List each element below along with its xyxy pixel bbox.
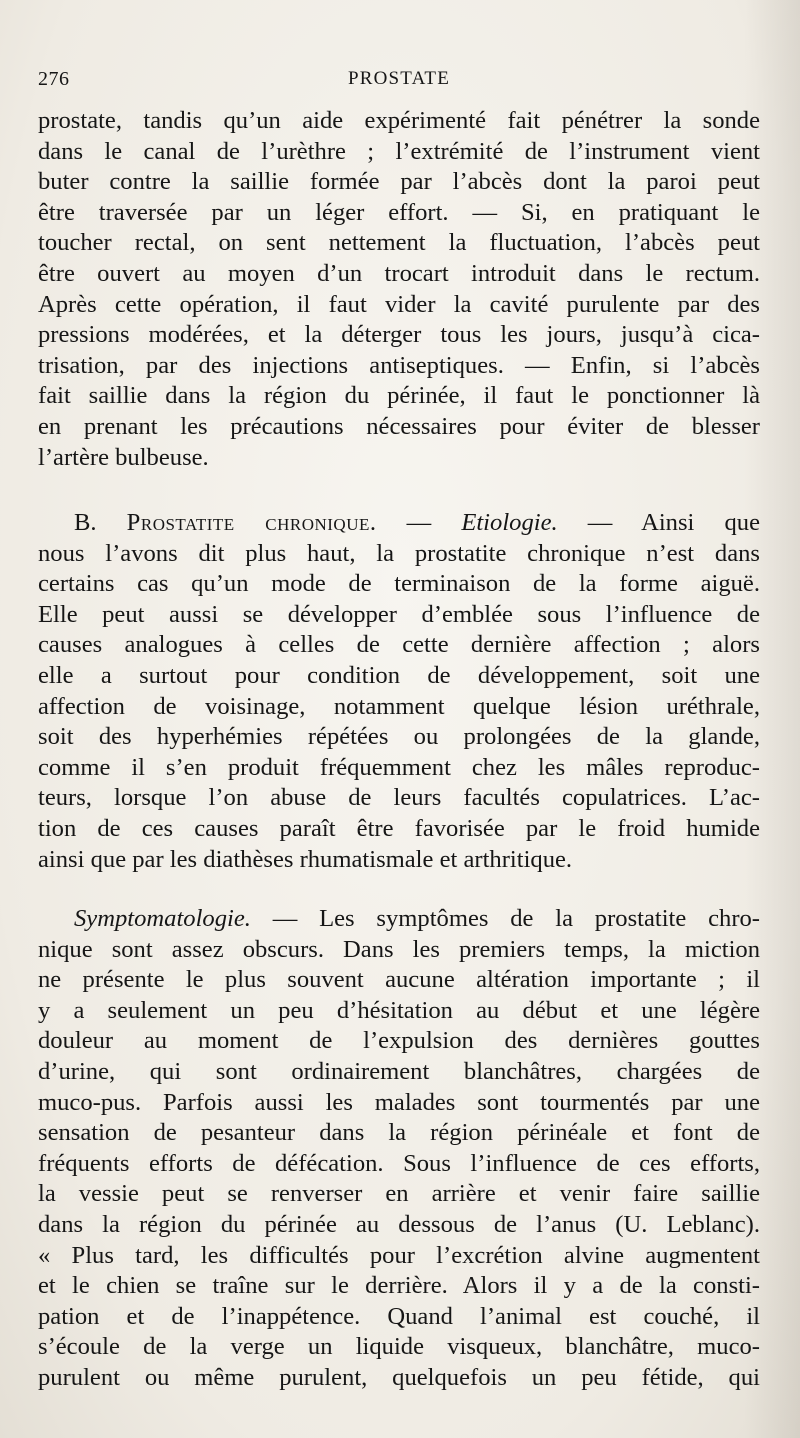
text-line: nique sont assez obscurs. Dans les premiers temps, la miction: [38, 935, 760, 963]
text-line: fréquents efforts de défécation. Sous l’influence de ces efforts,: [38, 1149, 760, 1177]
text-line: trisation, par des injections antiseptiques. — Enfin, si l’abcès: [38, 351, 760, 379]
text-run: — Ainsi que: [557, 509, 760, 536]
text-line: certains cas qu’un mode de terminaison de la forme aiguë.: [38, 570, 760, 598]
text-line: d’urine, qui sont ordinairement blanchâtres, chargées de: [38, 1057, 760, 1085]
text-line: pressions modérées, et la déterger tous les jours, jusqu’à cica-: [38, 321, 760, 349]
text-line: s’écoule de la verge un liquide visqueux, blanchâtre, muco-: [38, 1333, 760, 1361]
text-line: y a seulement un peu d’hésitation au début et une légère: [38, 996, 760, 1024]
page-number: 276: [38, 68, 70, 90]
text-line: en prenant les précautions nécessaires pour éviter de blesser: [38, 412, 760, 440]
text-line: pation et de l’inappétence. Quand l’animal est couché, il: [38, 1302, 760, 1330]
text-line: la vessie peut se renverser en arrière et venir faire saillie: [38, 1180, 760, 1208]
text-line: prostate, tandis qu’un aide expérimenté fait pénétrer la sonde: [38, 107, 760, 134]
text-line: Après cette opération, il faut vider la cavité purulente par des: [38, 290, 760, 318]
section-title: Prostatite chronique.: [126, 509, 377, 536]
text-line: ne présente le plus souvent aucune altération importante ; il: [38, 966, 760, 994]
text-line: être ouvert au moyen d’un trocart introduit dans le rectum.: [38, 259, 760, 287]
text-line: l’artère bulbeuse.: [38, 443, 209, 471]
text-line: et le chien se traîne sur le derrière. Alors il y a de la consti-: [38, 1272, 760, 1300]
paragraph-symptomatology: [38, 904, 760, 1394]
text-run: — Les symptômes de la prostatite chro-: [250, 905, 760, 932]
text-line: elle a surtout pour condition de développement, soit une: [38, 661, 760, 689]
text-line: être traversée par un léger effort. — Si, en pratiquant le: [38, 198, 760, 226]
subsection-heading: Etiologie.: [461, 509, 558, 536]
text-line: tion de ces causes paraît être favorisée par le froid humide: [38, 814, 760, 842]
text-line: buter contre la saillie formée par l’abcès dont la paroi peut: [38, 168, 760, 196]
section-label: B.: [74, 509, 97, 536]
text-line: Elle peut aussi se développer d’emblée sous l’influence de: [38, 600, 760, 628]
text-line: affection de voisinage, notamment quelque lésion uréthrale,: [38, 692, 760, 720]
em-dash: —: [376, 509, 462, 536]
text-line: dans le canal de l’urèthre ; l’extrémité de l’instrument vient: [38, 137, 760, 165]
subsection-heading-line: [38, 904, 760, 935]
text-line: soit des hyperhémies répétées ou prolongées de la glande,: [38, 723, 760, 751]
text-line: purulent ou même purulent, quelquefois un peu fétide, qui: [38, 1363, 760, 1391]
text-line: nous l’avons dit plus haut, la prostatite chronique n’est dans: [38, 539, 760, 567]
text-line: toucher rectal, on sent nettement la fluctuation, l’abcès peut: [38, 229, 760, 257]
text-line: comme il s’en produit fréquemment chez les mâles reproduc-: [38, 753, 760, 781]
running-title: PROSTATE: [347, 68, 451, 89]
subsection-heading: Symptomatologie.: [74, 905, 251, 932]
text-line: dans la région du périnée au dessous de l’anus (U. Leblanc).: [38, 1210, 760, 1238]
text-line: douleur au moment de l’expulsion des dernières gouttes: [38, 1027, 760, 1055]
text-line: fait saillie dans la région du périnée, il faut le ponctionner là: [38, 382, 760, 410]
section-heading-line: [38, 508, 760, 539]
paragraph-chronic-prostatitis-etiology: [38, 508, 760, 875]
paragraph-abscess-treatment: [38, 106, 760, 473]
text-line: causes analogues à celles de cette dernière affection ; alors: [38, 631, 760, 659]
text-line: sensation de pesanteur dans la région périnéale et font de: [38, 1119, 760, 1147]
page-header: [38, 68, 760, 96]
text-line: muco-pus. Parfois aussi les malades sont tourmentés par une: [38, 1088, 760, 1116]
text-line: ainsi que par les diathèses rhumatismale et arthritique.: [38, 845, 573, 873]
text-line: « Plus tard, les difficultés pour l’excrétion alvine augmentent: [38, 1241, 760, 1269]
text-line: teurs, lorsque l’on abuse de leurs facultés copulatrices. L’ac-: [38, 784, 760, 812]
